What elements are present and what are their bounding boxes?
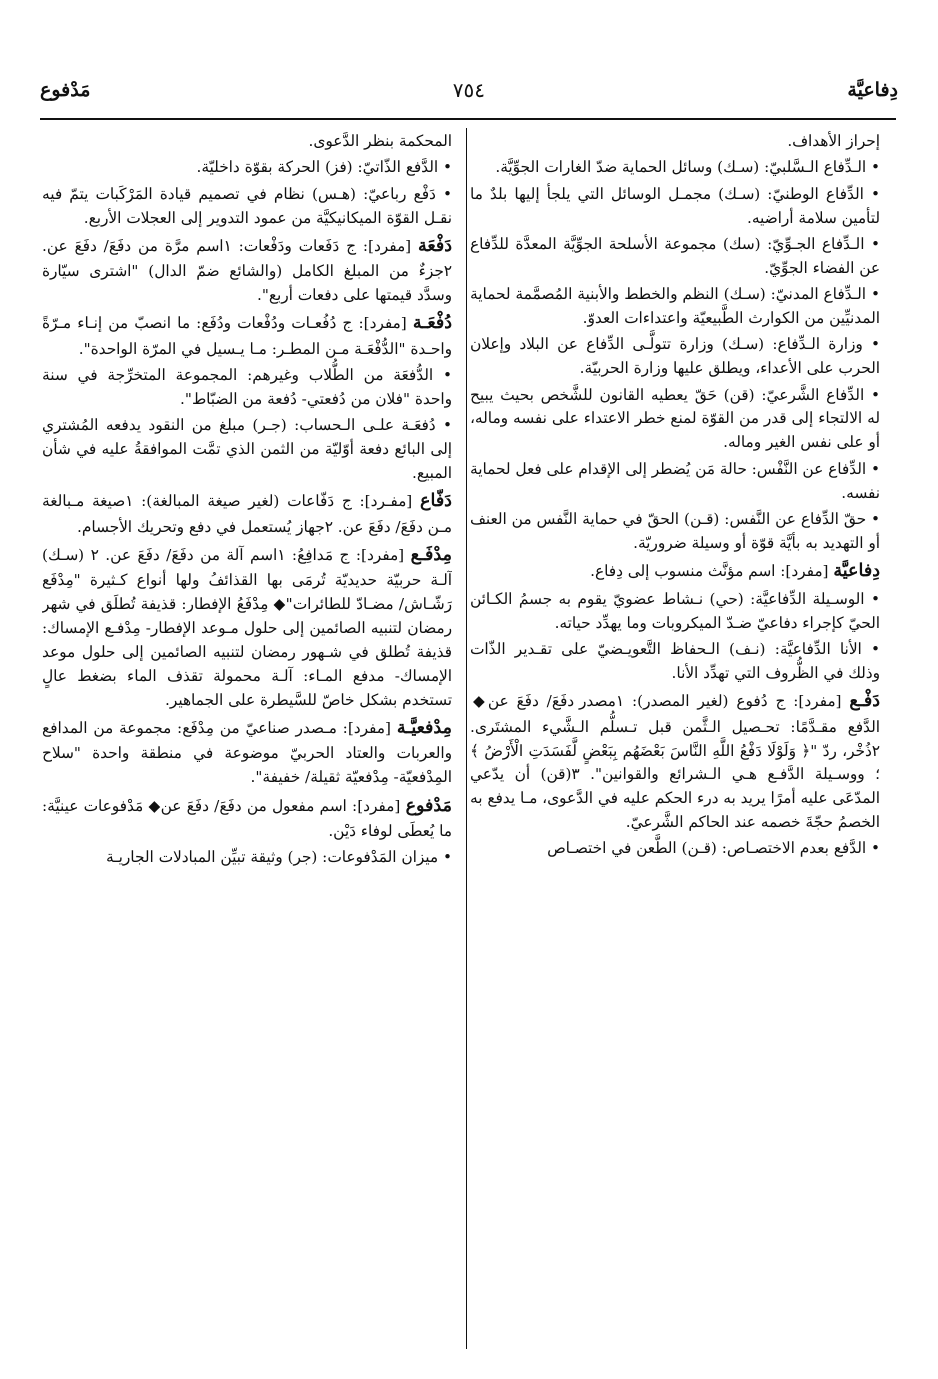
entry-headword: دَفْعَة [418, 235, 452, 256]
dictionary-entry [42, 156, 452, 180]
entry-text: [مفـرد]: ج دَفّاعات (لغير صيغة المبالغة): ١صيغة مـبالغة مـن دفَعَ/ دفَعَ عن. ٢جهاز يُستعمل في دفع وتحريك الأجسام. [42, 492, 452, 536]
dictionary-entry [42, 542, 452, 712]
entry-headword: مَدْفوع [405, 795, 452, 816]
entry-text: • الأنا الدِّفاعيَّة: (نـف) الـحفاظ التَّعويـضيّ على تقـدير الذّات وذلك في الظُّروف التي تهدِّد الأنا. [470, 640, 880, 682]
dictionary-entry [42, 846, 452, 870]
dictionary-entry [470, 458, 880, 506]
page-number: ٧٥٤ [452, 78, 486, 102]
dictionary-entry [470, 638, 880, 686]
entry-text: • الدِّفاع الشَّرعيّ: (قن) حَقّ يعطيه القانون للشَّخص بحيث يبيح له الالتجاء إلى قدر من القوّة لمنع خطر الاعتداء على نفسه وماله، أو على نفس الغير وماله. [470, 385, 880, 452]
dictionary-entry [470, 558, 880, 585]
entry-text: [مفرد]: ج مَدافِعُ: ١اسم آلة من دفَعَ/ دفَعَ عن. ٢ (سـك) آلـة حربيّة حديديّة تُرمَى بها القذائفُ ولها أنواع كـثيرة "مِدْفَع رَشّـاش/ مضـادّ للطائرات"◆ مِدْفَعُ الإفطار: قذيفة تُطلَق في شهر رمضان لتنبيه الصائمين إلى حلول مـوعد الإفطار- مِدْفـع الإمساك: قذيفة تُطلق في شـهور رمضان لتنبيه الصائمين إلى حلول موعد الإمساك- مدفع المـاء: آلـة محمولة تقذف الماء بضغط عالٍ تستخدم بشكل خاصّ للسَّيطرة على الجماهير. [42, 546, 452, 709]
entry-headword: مِدْفَـع [410, 545, 452, 566]
dictionary-entry [470, 283, 880, 331]
entry-text: • الـدِّفاع الـسَّلبيّ: (سـك) وسائل الحماية ضدّ الغارات الجوِّيَّة. [495, 158, 880, 177]
entry-text: • حقّ الدِّفاع عن النَّفس: (قـن) الحقّ في حماية النَّفس من العنف أو التهديد به بأيَّة قوّة أو وسيلة ضروريّة. [470, 509, 880, 552]
dictionary-entry [470, 837, 880, 861]
dictionary-entry [42, 793, 452, 844]
entry-text: [مفرد]: مـصدر صناعيّ من مِدْفَع: مجموعة من المدافع والعربات والعتاد الحربيّ موضوعة في منطقة واحدة "سلاح المِدْفعيّة- مِدْفعيّة ثقيلة/ خفيفة". [42, 719, 452, 787]
dictionary-entry [42, 715, 452, 790]
entry-text: • دُفعَـة علـى الـحساب: (جـر) مبلغ من النقود يدفعه المُشتري إلى البائع دفعة أوّليّة من الثمن الذي تمَّت الموافقةُ عليه في شأن المبيع. [42, 416, 452, 483]
entry-headword: دَفّاع [420, 491, 452, 512]
entry-text: [مفرد]: اسم مؤنَّث منسوب إلى دِفاع. [590, 562, 834, 581]
entry-headword: دِفاعيَّة [833, 561, 880, 582]
dictionary-entry [42, 233, 452, 308]
header-rule [40, 118, 896, 120]
header-right-word: دِفاعيَّة [847, 79, 898, 101]
page-header [40, 70, 898, 110]
entry-text: • الدُّفعَة من الطُّلاب وغيرهم: المجموعة المتخرِّجة في سنة واحدة "فلان من دُفعتي- دُفعة من الضبّاط". [42, 366, 452, 408]
dictionary-entry [470, 130, 880, 154]
dictionary-entry [470, 588, 880, 636]
entry-text: [مفرد]: ج دَفَعات ودَفْعات: ١اسم مرَّة من دفَعَ/ دفَعَ عن. ٢جزءٌ من المبلغ الكامل (والشائع ضمّ الدال) "اشترى سيّارة وسدَّد قيمتها على دفعات أربع". [42, 236, 452, 305]
dictionary-entry [42, 364, 452, 412]
entry-text: [مفرد]: ج دُفوع (لغير المصدر): ١مصدر دفَعَ/ دفَعَ عن◆ الدَّفع مقـدَّمًا: تحـصيل الـثَّمن قبل تـسلُّم الـشَّيء المشتَرى. ٢ذُخْر، ردّ "﴿ وَلَوْلَا دَفْعُ اللَّهِ النَّاسَ بَعْضَهُم بِبَعْضٍ لَّفَسَدَتِ الْأَرْضُ ﴾ ؛ ووسـيلة الدَّفـع هـي الـشرائع والقوانين". ٣(قن) أن يدّعي المدّعَى عليه أمرًا يريد به درء الحكم عليه في الدَّعوى، مـا يدفع به الخصمُ حجّةَ خصمه عند الحاكم الشَّرعيّ. [470, 692, 880, 832]
entry-headword: دَفْـع [849, 691, 880, 712]
entry-text: • الـدِّفاع الجـوِّيّ: (سك) مجموعة الأسلحة الجوِّيَّة المعدَّة للدِّفاع عن الفضاء الجوِّيّ. [470, 234, 880, 277]
entry-text: إحراز الأهداف. [787, 132, 880, 150]
dictionary-entry [470, 156, 880, 180]
entry-text: [مفرد]: ج دُفُعـات ودُفْعات ودُفَع: ما انصبّ من إنـاء مـرّةً واحـدة "الدُّفْعَـة مـن المطـر: مـا يـسيل في المرّة الواحدة". [42, 314, 452, 358]
entry-text: المحكمة بنظر الدَّعوى. [308, 132, 452, 150]
dictionary-entry [470, 233, 880, 281]
dictionary-entry [42, 183, 452, 231]
left-column [42, 130, 452, 1359]
dictionary-entry [42, 310, 452, 361]
right-column [470, 130, 880, 1359]
entry-text: • الدِّفاع عن النَّفْس: حالة مَن يُضطر إلى الإقدام على فعل لحماية نفسه. [470, 459, 880, 502]
dictionary-entry [470, 508, 880, 556]
entry-text: • وزارة الـدِّفاع: (سـك) وزارة تتولَّـى الدِّفاع عن البلاد وإعلان الحرب على الأعداء، ويطلق عليها وزارة الحربيّة. [470, 335, 880, 378]
dictionary-entry [42, 414, 452, 486]
entry-text: • الدِّفاع الوطنيّ: (سـك) مجمـل الوسائل التي يلجأ إليها بلدٌ ما لتأمين سلامة أراضيه. [470, 184, 880, 227]
column-divider [466, 128, 467, 1349]
dictionary-entry [470, 333, 880, 381]
entry-text: • الـدِّفاع المدنيّ: (سـك) النظم والخطط والأبنية المُصمَّمة لحماية المدنيِّين من الكوارث الطَّبيعيّة واعتداءات العدوّ. [470, 285, 880, 328]
dictionary-entry [470, 688, 880, 835]
entry-text: • دَفْع رباعيّ: (هـس) نظام في تصميم قيادة المَرْكَبات يتمّ فيه نقـل القوّة الميكانيكيَّة من عمود التدوير إلى العجلات الأربع. [42, 184, 452, 227]
entry-text: [مفرد]: اسم مفعول من دفَعَ/ دفَعَ عن◆ مَدْفوعات عينيَّة: ما يُعطَى لوفاء دَيْن. [42, 796, 452, 840]
entry-text: • ميزان المَدْفوعات: (جر) وثيقة تبيِّن المبادلات الجاريـة [105, 848, 452, 867]
entry-text: • الوسـيلة الدِّفاعيَّة: (حي) نـشاط عضويّ يقوم به جسمُ الكـائن الحيّ كإجراء دفاعيّ ضـدّ الميكروبات وما يهدِّد حياته. [470, 589, 880, 632]
entry-text: • الدَّفع بعدم الاختصـاص: (قـن) الطَّعن في اختصـاص [547, 839, 880, 858]
entry-text: • الدَّفع الذّاتيّ: (فز) الحركة بقوّة داخليّة. [196, 158, 452, 177]
dictionary-entry [42, 488, 452, 539]
dictionary-entry [42, 130, 452, 154]
dictionary-entry [470, 384, 880, 456]
entry-headword: دُفْعَـة [412, 313, 452, 334]
header-left-word: مَدْفوع [40, 79, 91, 101]
dictionary-entry [470, 183, 880, 231]
entry-headword: مِدْفعيَّـة [396, 718, 452, 739]
